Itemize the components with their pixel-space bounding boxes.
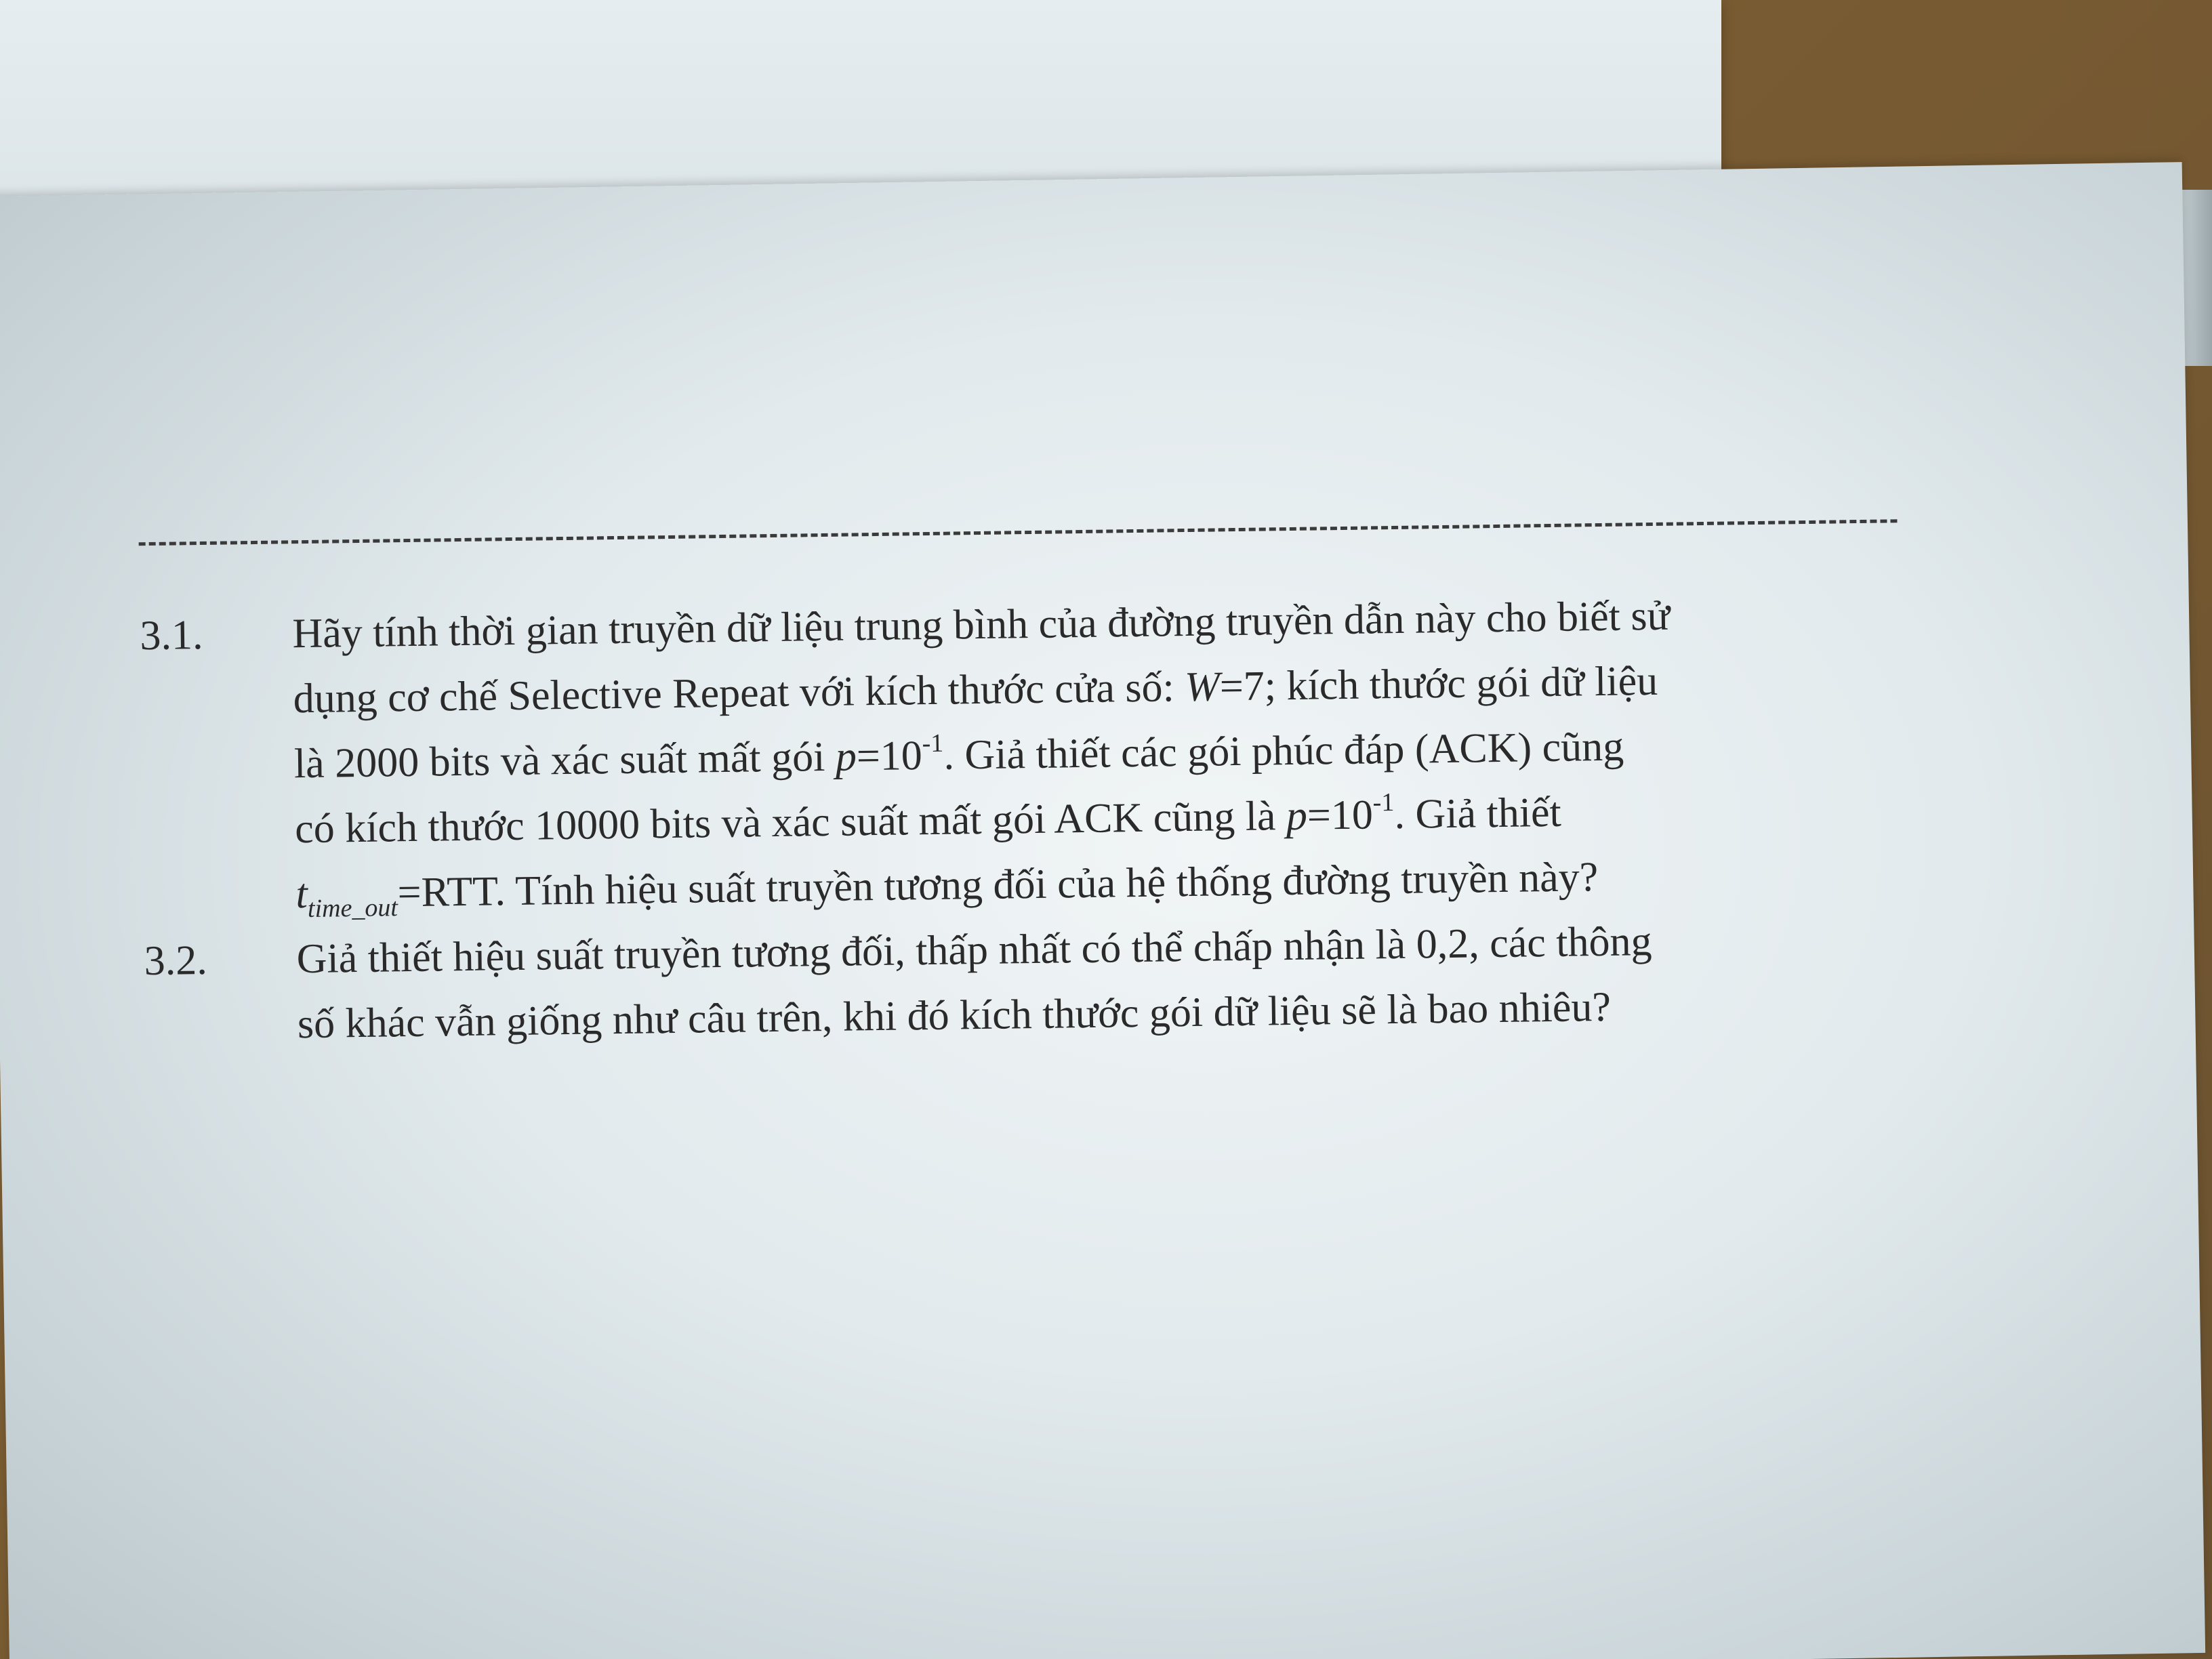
question-number: 3.1. (140, 612, 203, 659)
question-3-2 (144, 905, 1921, 1059)
question-number: 3.2. (144, 937, 208, 985)
subscript-time-out: time_out (307, 893, 398, 924)
variable-p: p (1286, 792, 1308, 840)
question-text (296, 905, 1921, 1057)
text-line: dụng cơ chế Selective Repeat với kích thước cửa số: W=7; kích thước gói dữ liệu (293, 657, 1658, 722)
text-line: $t_{time\_out}=RTT$. Tính hiệu suất truyền tương đối của hệ thống đường truyền này? (295, 854, 1599, 924)
question-3-1 (140, 580, 1919, 928)
text-line: Giả thiết hiệu suất truyền tương đối, thấp nhất có thể chấp nhận là 0,2, các thông (296, 918, 1652, 983)
exponent: -1 (1372, 788, 1395, 817)
variable-t: t (295, 871, 308, 918)
text-line: là 2000 bits và xác suất mất gói $p=10^{-1}$. Giả thiết các gói phúc đáp (ACK) cũng (293, 723, 1624, 787)
text-line: có kích thước 10000 bits và xác suất mất gói ACK cũng là $p=10^{-1}$. Giả thiết (294, 788, 1562, 853)
question-text (292, 580, 1919, 926)
dashed-separator (139, 519, 1898, 546)
variable-w: W (1184, 663, 1221, 711)
exponent: -1 (922, 729, 944, 758)
variable-p: p (835, 733, 857, 780)
text-line: Hãy tính thời gian truyền dữ liệu trung bình của đường truyền dẫn này cho biết sử (291, 592, 1671, 657)
text-line: số khác vẫn giống như câu trên, khi đó kích thước gói dữ liệu sẽ là bao nhiêu? (297, 983, 1612, 1048)
